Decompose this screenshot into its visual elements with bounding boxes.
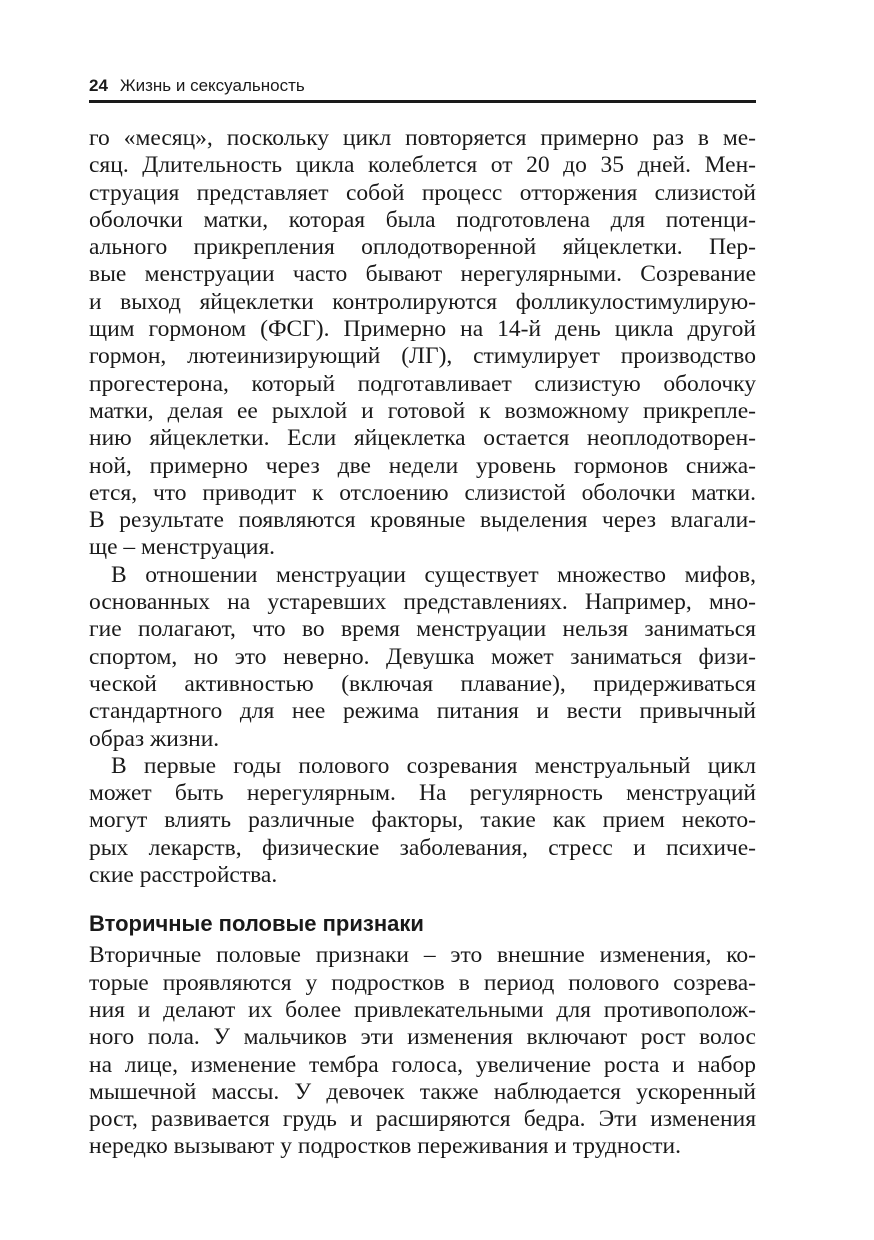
text-line: основанных на устаревших представлениях. Например, мно- (89, 589, 756, 616)
text-line: оболочки матки, которая была подготовлена для потенци- (89, 206, 756, 233)
text-line: сяц. Длительность цикла колеблется от 20 до 35 дней. Мен- (89, 152, 756, 179)
body-text (89, 125, 756, 1161)
text-line: ется, что приводит к отслоению слизистой оболочки матки. (89, 479, 756, 506)
text-line: рост, развивается грудь и расширяются бедра. Эти изменения (89, 1106, 756, 1133)
text-line: нию яйцеклетки. Если яйцеклетка остается неоплодотворен- (89, 425, 756, 452)
text-line: и выход яйцеклетки контролируются фолликулостимулирую- (89, 288, 756, 315)
text-line: матки, делая ее рыхлой и готовой к возможному прикрепле- (89, 397, 756, 424)
header-rule (89, 100, 756, 103)
text-line: Вторичные половые признаки – это внешние изменения, ко- (89, 942, 756, 969)
text-line: мышечной массы. У девочек также наблюдается ускоренный (89, 1078, 756, 1105)
text-line: могут влиять различные факторы, такие как прием некото- (89, 807, 756, 834)
text-line: ного пола. У мальчиков эти изменения включают рост волос (89, 1024, 756, 1051)
text-line: нередко вызывают у подростков переживания и трудности. (89, 1133, 681, 1160)
page-number: 24 (89, 76, 108, 95)
text-line: В первые годы полового созревания менструальный цикл (111, 752, 756, 779)
text-line: ального прикрепления оплодотворенной яйцеклетки. Пер- (89, 234, 756, 261)
text-line: ной, примерно через две недели уровень гормонов снижа- (89, 452, 756, 479)
text-line: рых лекарств, физические заболевания, стресс и психиче- (89, 834, 756, 861)
text-line: гие полагают, что во время менструации нельзя заниматься (89, 616, 756, 643)
text-line: го «месяц», поскольку цикл повторяется примерно раз в ме- (89, 125, 756, 151)
text-line: может быть нерегулярным. На регулярность менструаций (89, 780, 756, 807)
text-line: В результате появляются кровяные выделения через влагали- (89, 507, 756, 534)
chapter-title: Жизнь и сексуальность (119, 76, 305, 95)
text-line: В отношении менструации существует множество мифов, (111, 561, 756, 588)
text-line: щим гормоном (ФСГ). Примерно на 14-й день цикла другой (89, 316, 756, 343)
text-line: торые проявляются у подростков в период полового созрева- (89, 969, 756, 996)
book-page (89, 74, 756, 1161)
text-line: ния и делают их более привлекательными для противополож- (89, 996, 756, 1023)
text-line: прогестерона, который подготавливает слизистую оболочку (89, 370, 756, 397)
text-line: образ жизни. (89, 725, 220, 752)
text-line: вые менструации часто бывают нерегулярными. Созревание (89, 261, 756, 288)
text-line: ще – менструация. (89, 534, 276, 561)
text-line: на лице, изменение тембра голоса, увеличение роста и набор (89, 1051, 756, 1078)
text-line: гормон, лютеинизирующий (ЛГ), стимулирует производство (89, 343, 756, 370)
text-line: струация представляет собой процесс отторжения слизистой (89, 179, 756, 206)
text-line: ские расстройства. (89, 862, 278, 889)
running-head (89, 74, 756, 98)
text-line: ческой активностью (включая плавание), придерживаться (89, 670, 756, 697)
text-line: спортом, но это неверно. Девушка может заниматься физи- (89, 643, 756, 670)
text-line: стандартного для нее режима питания и вести привычный (89, 698, 756, 725)
section-heading: Вторичные половые признаки (89, 911, 424, 937)
